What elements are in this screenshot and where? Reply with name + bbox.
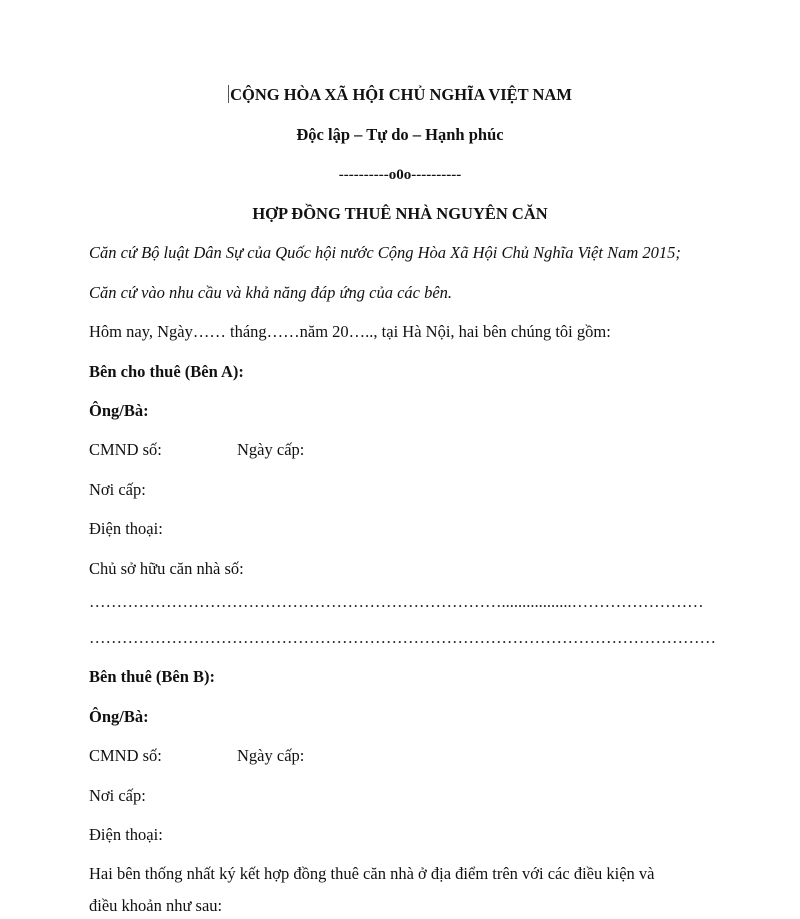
party-a-phone-label: Điện thoại: [89,519,163,538]
party-b-id-label: CMND số: [89,746,162,765]
agreement-line-2: điều khoản như sau: [89,896,223,915]
agreement-line-1: Hai bên thống nhất ký kết hợp đồng thuê căn nhà ở địa điểm trên với các điều kiện và [89,864,655,883]
legal-basis: Căn cứ Bộ luật Dân Sự của Quốc hội nước Cộng Hòa Xã Hội Chủ Nghĩa Việt Nam 2015; [89,243,681,262]
party-b-heading: Bên thuê (Bên B): [89,667,216,686]
text-cursor [228,85,229,103]
party-a-issue-place-label: Nơi cấp: [89,480,146,499]
national-title-text: CỘNG HÒA XÃ HỘI CHỦ NGHĨA VIỆT NAM [230,85,572,104]
party-b-issue-date-label: Ngày cấp: [237,746,305,765]
party-a-dots-line-1: ………………………………………………………………….................…………………… [89,592,704,611]
party-a-name-label: Ông/Bà: [89,401,149,420]
party-a-id-label: CMND số: [89,440,162,459]
national-title [0,85,800,105]
party-a-dots-line-2: …………………………………………………………………………………………………… [89,628,716,647]
party-a-owner-label: Chủ sở hữu căn nhà số: [89,559,244,578]
party-b-issue-place-label: Nơi cấp: [89,786,146,805]
separator: ----------o0o---------- [338,167,462,183]
date-line: Hôm nay, Ngày…… tháng……năm 20….., tại Hà Nội, hai bên chúng tôi gồm: [89,322,611,341]
needs-basis: Căn cứ vào nhu cầu và khả năng đáp ứng của các bên. [89,283,453,302]
motto: Độc lập – Tự do – Hạnh phúc [296,125,504,144]
contract-title: HỢP ĐỒNG THUÊ NHÀ NGUYÊN CĂN [252,204,548,223]
party-a-issue-date-label: Ngày cấp: [237,440,305,459]
party-a-heading: Bên cho thuê (Bên A): [89,362,244,381]
party-b-name-label: Ông/Bà: [89,707,149,726]
party-b-phone-label: Điện thoại: [89,825,163,844]
